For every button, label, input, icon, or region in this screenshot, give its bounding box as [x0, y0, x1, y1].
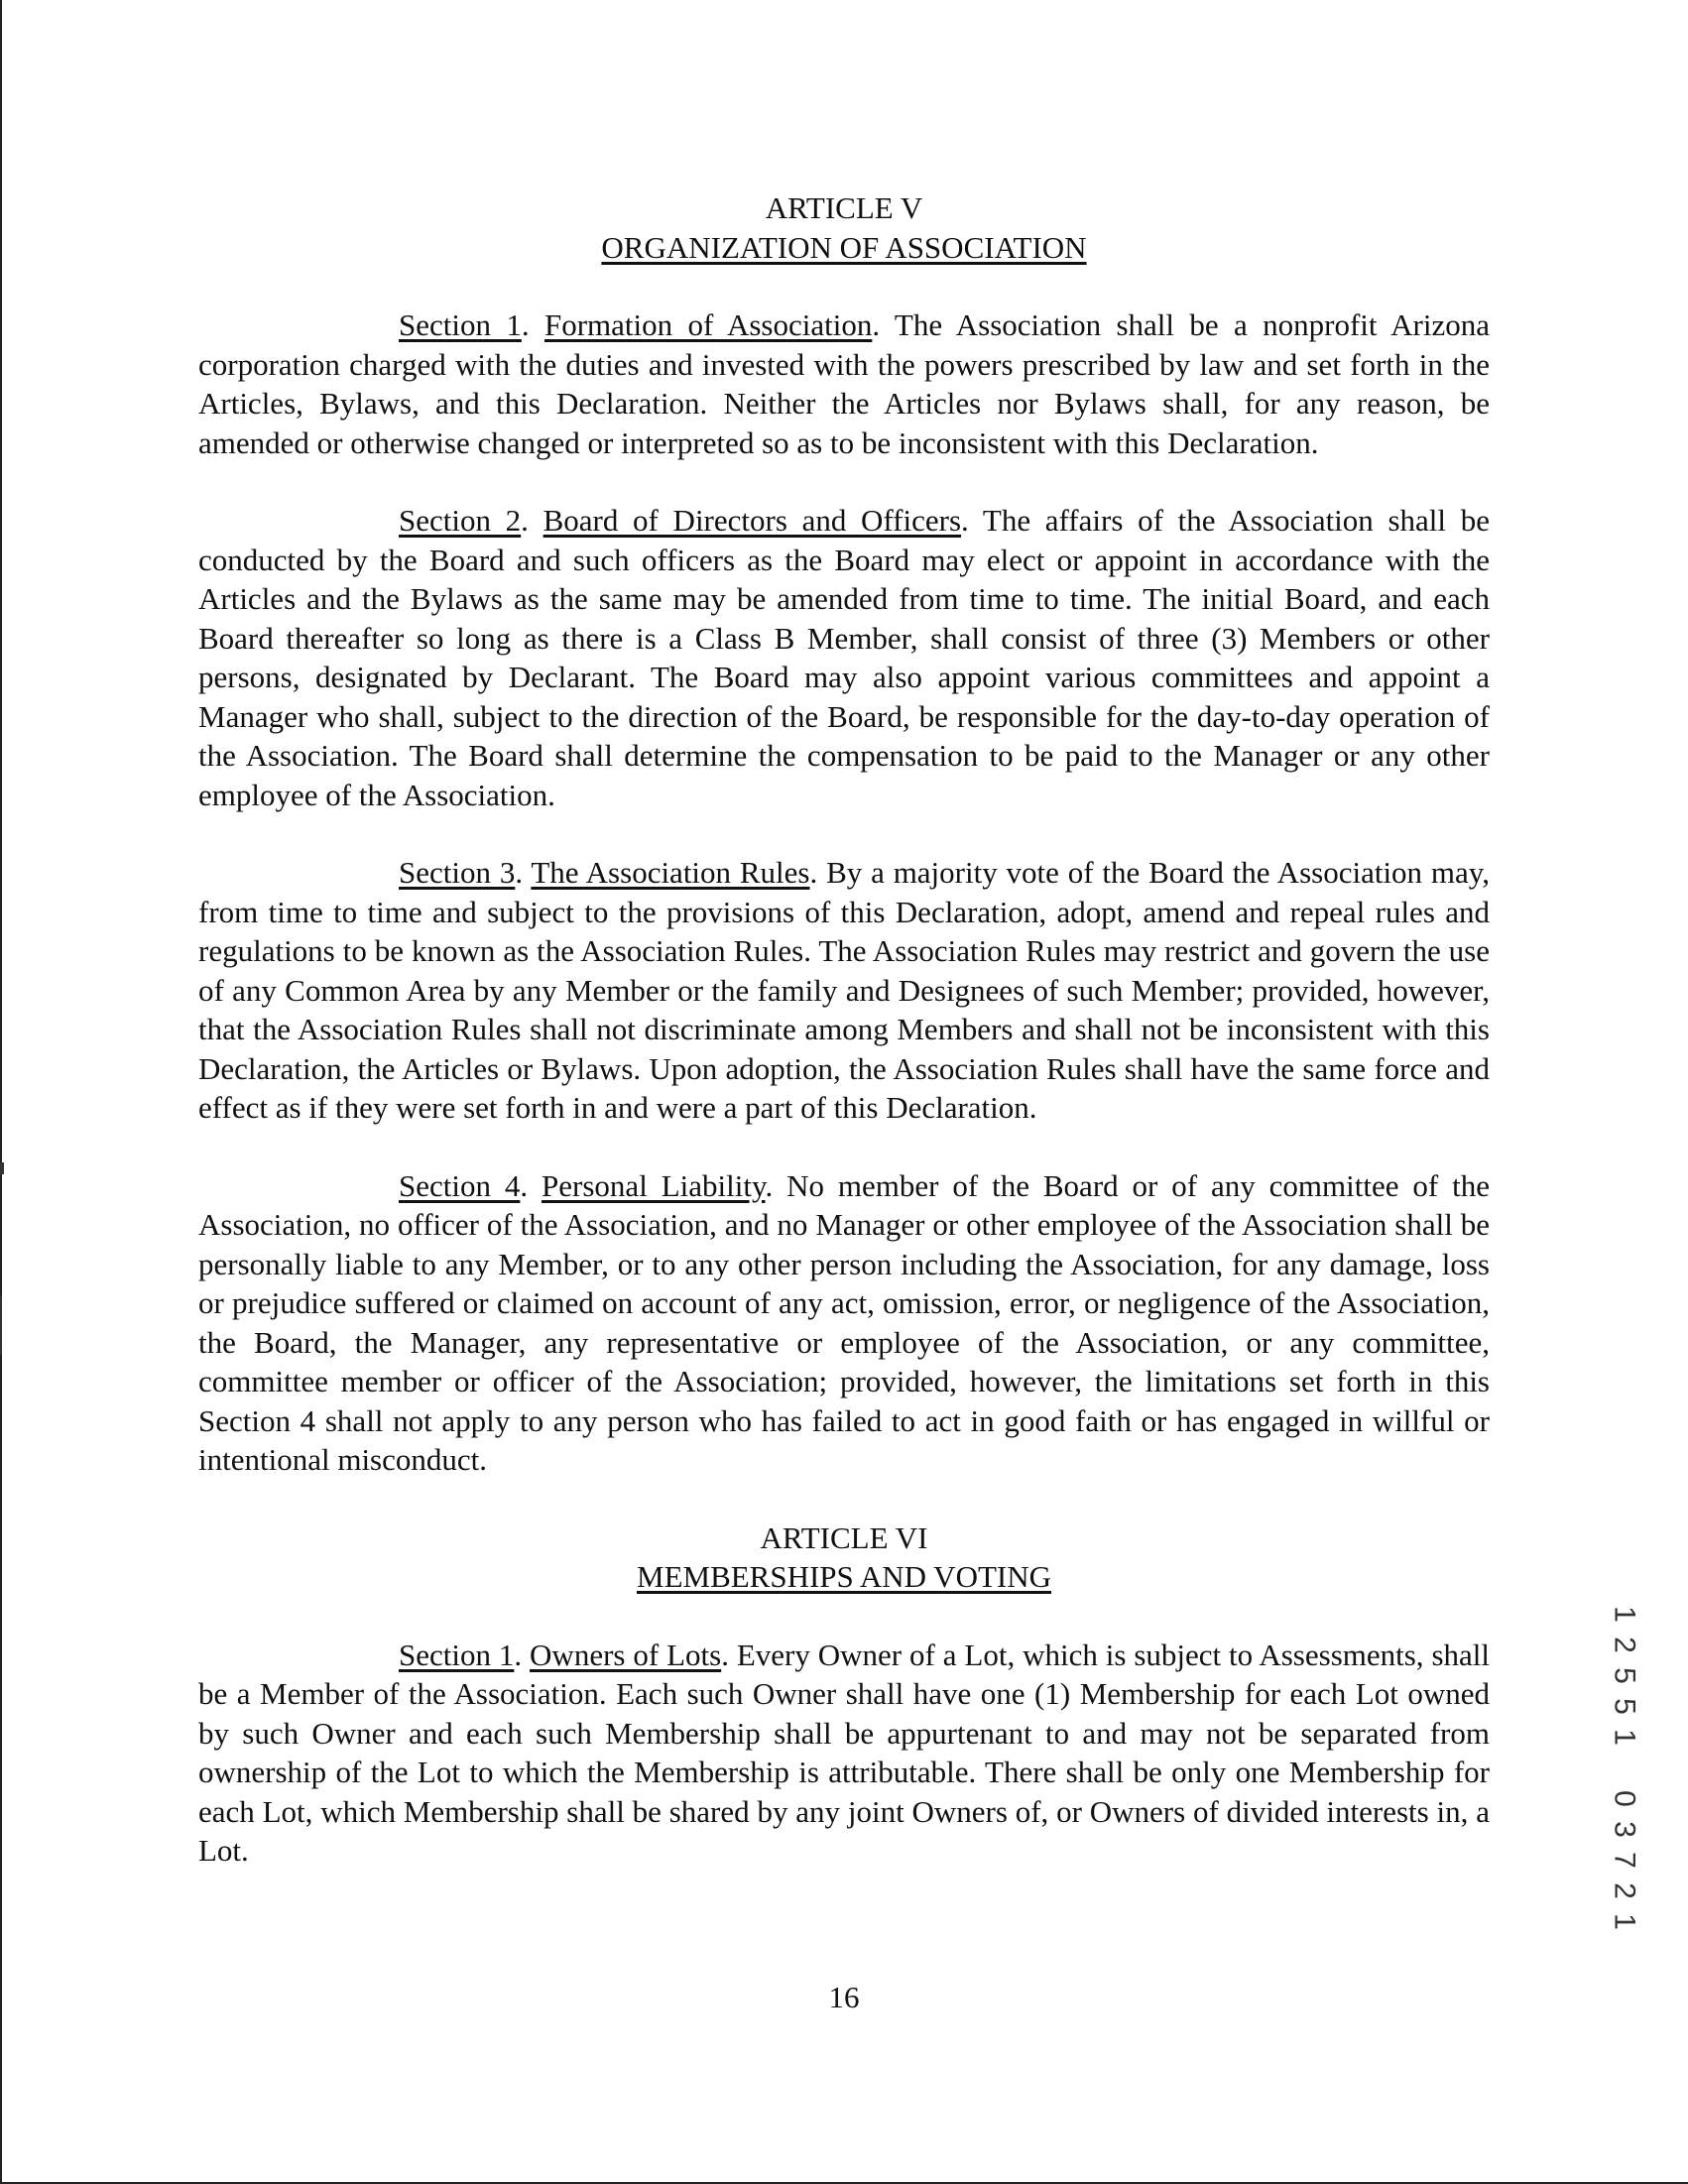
section-title: Formation of Association	[543, 307, 873, 342]
article-v-heading	[198, 188, 1490, 267]
section-text: Every Owner of a Lot, which is subject to Assessments, shall be a Member of the Association. Each such Owner shall have one (1) Membership for each Lot owned by such Owner and each such Membership shall be appurtenant to and may not be separated from ownership of the Lot to which the Membership is attributable. There shall be only one Membership for each Lot, which Membership shall be shared by any joint Owners of, or Owners of divided interests in, a Lot.	[198, 1637, 1491, 1868]
article-v-section-3: Section 3. The Association Rules. By a majority vote of the Board the Association may, from time to time and subject to the provisions of this Declaration, adopt, amend and repeal rules and regulations to be known as the Association Rules. The Association Rules may restrict and govern the use of any Common Area by any Member or the family and Designees of such Member; provided, however, that the Association Rules shall not discriminate among Members and shall not be inconsistent with this Declaration, the Articles or Bylaws. Upon adoption, the Association Rules shall have the same force and effect as if they were set forth in and were a part of this Declaration.	[198, 855, 1490, 1125]
article-v-label: ARTICLE V	[765, 190, 923, 225]
section-label: Section 3	[399, 855, 516, 890]
stamp-char: 2	[1608, 1637, 1641, 1653]
stamp-char: 5	[1608, 1667, 1641, 1684]
article-vi-label: ARTICLE VI	[760, 1519, 928, 1555]
section-text: By a majority vote of the Board the Association may, from time to time and subject to the provisions of this Declaration, adopt, amend and repeal rules and regulations to be known as the Association Rules. The Association Rules may restrict and govern the use of any Common Area by any Member or the family and Designees of such Member; provided, however, that the Association Rules shall not discriminate among Members and shall not be inconsistent with this Declaration, the Articles or Bylaws. Upon adoption, the Association Rules shall have the same force and effect as if they were set forth in and were a part of this Declaration.	[198, 855, 1490, 1125]
page-number: 16	[828, 1980, 860, 2014]
article-vi-heading	[198, 1518, 1490, 1597]
article-v-section-4: Section 4. Personal Liability. No member of the Board or of any committee of the Association, no officer of the Association, and no Manager or other employee of the Association shall be personally liable to any Member, or to any other person including the Association, for any damage, loss or prejudice suffered or claimed on account of any act, omission, error, or negligence of the Association, the Board, the Manager, any representative or employee of the Association, or any committee, committee member or officer of the Association; provided, however, the limitations set forth in this Section 4 shall not apply to any person who has failed to act in good faith or has engaged in willful or intentional misconduct.	[198, 1167, 1490, 1477]
recording-number-stamp	[1605, 1599, 1642, 1937]
stamp-char: 1	[1608, 1913, 1641, 1930]
stamp-char: 5	[1608, 1698, 1641, 1715]
section-label: Section 1	[399, 1637, 515, 1672]
stamp-char: 1	[1608, 1729, 1641, 1746]
document-body	[198, 188, 1490, 1871]
stamp-char: 3	[1608, 1821, 1641, 1838]
scan-mark	[0, 1295, 2, 1355]
article-v-section-2: Section 2. Board of Directors and Officers. The affairs of the Association shall be conducted by the Board and such officers as the Board may elect or appoint in accordance with the Articles and the Bylaws as the same may be amended from time to time. The initial Board, and each Board thereafter so long as there is a Class B Member, shall consist of three (3) Members or other persons, designated by Declarant. The Board may also appoint various committees and appoint a Manager who shall, subject to the direction of the Board, be responsible for the day-to-day operation of the Association. The Board shall determine the compensation to be paid to the Manager or any other employee of the Association.	[198, 503, 1490, 812]
section-title: Board of Directors and Officers	[543, 503, 962, 538]
section-text: The affairs of the Association shall be conducted by the Board and such officers as the Board may elect or appoint in accordance with the Articles and the Bylaws as the same may be amended from time to time. The initial Board, and each Board thereafter so long as there is a Class B Member, shall consist of three (3) Members or other persons, designated by Declarant. The Board may also appoint various committees and appoint a Manager who shall, subject to the direction of the Board, be responsible for the day-to-day operation of the Association. The Board shall determine the compensation to be paid to the Manager or any other employee of the Association.	[198, 503, 1490, 812]
stamp-char: 1	[1608, 1606, 1641, 1623]
stamp-char: 7	[1608, 1852, 1641, 1869]
article-v-section-1: Section 1. Formation of Association. The Association shall be a nonprofit Arizona corporation charged with the duties and invested with the powers prescribed by law and set forth in the Articles, Bylaws, and this Declaration. Neither the Articles nor Bylaws shall, for any reason, be amended or otherwise changed or interpreted so as to be inconsistent with this Declaration.	[198, 307, 1490, 460]
article-v-title: ORGANIZATION OF ASSOCIATION	[601, 229, 1087, 265]
article-vi-section-1: Section 1. Owners of Lots. Every Owner of a Lot, which is subject to Assessments, shall be a Member of the Association. Each such Owner shall have one (1) Membership for each Lot owned by such Owner and each such Membership shall be appurtenant to and may not be separated from ownership of the Lot to which the Membership is attributable. There shall be only one Membership for each Lot, which Membership shall be shared by any joint Owners of, or Owners of divided interests in, a Lot.	[198, 1637, 1491, 1868]
section-text: The Association shall be a nonprofit Arizona corporation charged with the duties and invested with the powers prescribed by law and set forth in the Articles, Bylaws, and this Declaration. Neither the Articles nor Bylaws shall, for any reason, be amended or otherwise changed or interpreted so as to be inconsistent with this Declaration.	[198, 307, 1490, 460]
section-title: Personal Liability	[542, 1167, 766, 1203]
article-vi-title: MEMBERSHIPS AND VOTING	[637, 1559, 1051, 1594]
section-label: Section 4	[399, 1167, 521, 1203]
section-title: The Association Rules	[531, 855, 810, 890]
section-label: Section 1	[399, 307, 522, 342]
scan-mark	[0, 1162, 4, 1174]
stamp-char: 2	[1608, 1882, 1641, 1899]
section-label: Section 2	[399, 503, 522, 538]
section-text: No member of the Board or of any committee of the Association, no officer of the Association, and no Manager or other employee of the Association shall be personally liable to any Member, or to any other person including the Association, for any damage, loss or prejudice suffered or claimed on account of any act, omission, error, or negligence of the Association, the Board, the Manager, any representative or employee of the Association, or any committee, committee member or officer of the Association; provided, however, the limitations set forth in this Section 4 shall not apply to any person who has failed to act in good faith or has engaged in willful or intentional misconduct.	[198, 1167, 1490, 1477]
section-title: Owners of Lots	[530, 1637, 722, 1672]
stamp-char: 0	[1608, 1790, 1641, 1807]
